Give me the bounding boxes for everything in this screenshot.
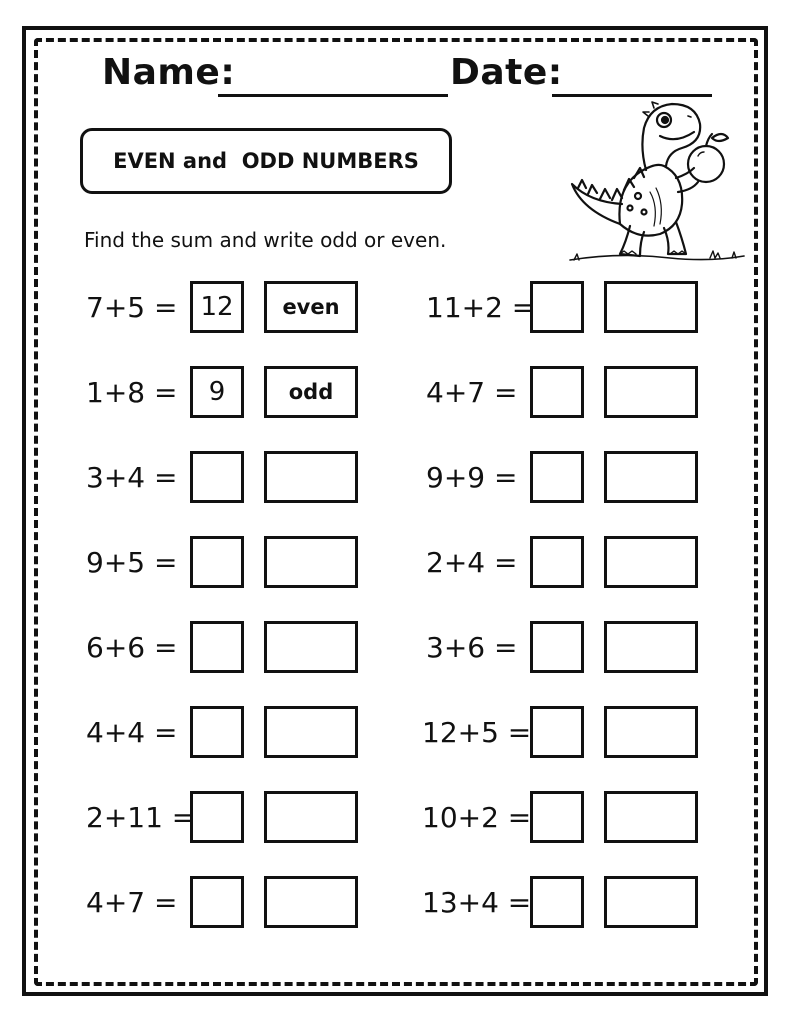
equation: 2+11 = (86, 801, 196, 834)
parity-answer-box[interactable] (264, 451, 358, 503)
dinosaur-icon (560, 92, 750, 270)
parity-answer-box[interactable] (604, 876, 698, 928)
sum-answer-box[interactable] (530, 706, 584, 758)
sum-answer-box[interactable] (530, 536, 584, 588)
sum-answer-box[interactable] (190, 876, 244, 928)
parity-answer-box[interactable] (264, 791, 358, 843)
equation: 12+5 = (422, 716, 532, 749)
sum-answer-box[interactable] (530, 366, 584, 418)
parity-answer-box[interactable] (264, 706, 358, 758)
parity-answer-box[interactable] (604, 536, 698, 588)
equation: 6+6 = (86, 631, 178, 664)
sum-answer-box[interactable] (530, 621, 584, 673)
equation: 4+4 = (86, 716, 178, 749)
parity-answer-box[interactable] (604, 621, 698, 673)
sum-answer-box[interactable] (190, 706, 244, 758)
parity-answer-box[interactable] (604, 706, 698, 758)
sum-answer-box[interactable] (190, 621, 244, 673)
parity-answer-box[interactable] (264, 876, 358, 928)
sum-answer-box[interactable] (530, 876, 584, 928)
sum-answer-box[interactable] (530, 451, 584, 503)
equation: 3+4 = (86, 461, 178, 494)
parity-answer-box[interactable] (264, 621, 358, 673)
title-box (80, 128, 452, 194)
equation: 9+5 = (86, 546, 178, 579)
equation: 2+4 = (426, 546, 518, 579)
parity-answer-box[interactable]: even (264, 281, 358, 333)
equation: 10+2 = (422, 801, 532, 834)
name-label: Name: (102, 52, 236, 93)
parity-answer-box[interactable] (264, 536, 358, 588)
instructions: Find the sum and write odd or even. (84, 228, 447, 252)
equation: 13+4 = (422, 886, 532, 919)
name-field[interactable] (218, 94, 448, 97)
parity-answer-box[interactable] (604, 451, 698, 503)
equation: 3+6 = (426, 631, 518, 664)
equation: 4+7 = (426, 376, 518, 409)
equation: 7+5 = (86, 291, 178, 324)
worksheet-title: EVEN and ODD NUMBERS (113, 149, 419, 173)
date-label: Date: (450, 52, 563, 93)
parity-answer-box[interactable] (604, 791, 698, 843)
parity-answer-box[interactable] (604, 281, 698, 333)
sum-answer-box[interactable]: 12 (190, 281, 244, 333)
sum-answer-box[interactable] (530, 791, 584, 843)
equation: 9+9 = (426, 461, 518, 494)
equation: 1+8 = (86, 376, 178, 409)
sum-answer-box[interactable]: 9 (190, 366, 244, 418)
sum-answer-box[interactable] (190, 451, 244, 503)
parity-answer-box[interactable]: odd (264, 366, 358, 418)
equation: 4+7 = (86, 886, 178, 919)
sum-answer-box[interactable] (190, 536, 244, 588)
sum-answer-box[interactable] (190, 791, 244, 843)
parity-answer-box[interactable] (604, 366, 698, 418)
sum-answer-box[interactable] (530, 281, 584, 333)
equation: 11+2 = (426, 291, 536, 324)
